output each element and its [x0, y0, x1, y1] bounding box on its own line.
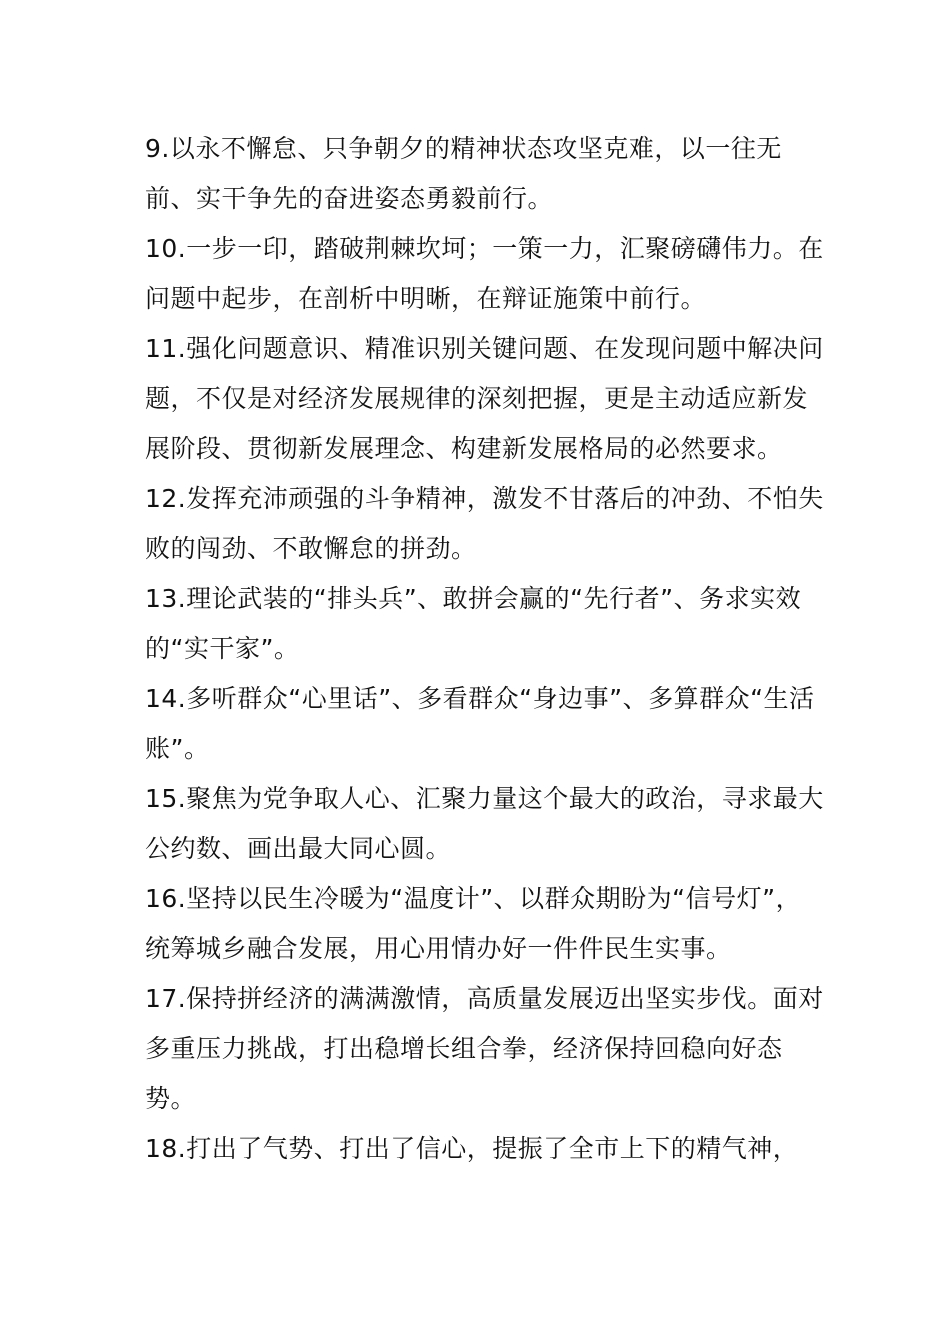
document-body: [145, 124, 825, 1174]
paragraph-12: 12.发挥充沛顽强的斗争精神，激发不甘落后的冲劲、不怕失败的闯劲、不敢懈怠的拼劲。: [145, 484, 824, 563]
paragraph-18: 18.打出了气势、打出了信心，提振了全市上下的精气神，: [145, 1134, 799, 1163]
paragraph-10: 10.一步一印，踏破荆棘坎坷；一策一力，汇聚磅礴伟力。在问题中起步，在剖析中明晰，在辩证施策中前行。: [145, 234, 824, 313]
paragraph-9: 9.以永不懈怠、只争朝夕的精神状态攻坚克难，以一往无前、实干争先的奋进姿态勇毅前行。: [145, 134, 782, 213]
paragraph-15: 15.聚焦为党争取人心、汇聚力量这个最大的政治，寻求最大公约数、画出最大同心圆。: [145, 784, 824, 863]
paragraph-17: 17.保持拼经济的满满激情，高质量发展迈出坚实步伐。面对多重压力挑战，打出稳增长组合拳，经济保持回稳向好态势。: [145, 984, 824, 1113]
paragraph-14: 14.多听群众“心里话”、多看群众“身边事”、多算群众“生活账”。: [145, 684, 815, 763]
paragraph-13: 13.理论武装的“排头兵”、敢拼会赢的“先行者”、务求实效的“实干家”。: [145, 584, 802, 663]
paragraph-11: 11.强化问题意识、精准识别关键问题、在发现问题中解决问题，不仅是对经济发展规律的深刻把握，更是主动适应新发展阶段、贯彻新发展理念、构建新发展格局的必然要求。: [145, 334, 824, 463]
paragraph-16: 16.坚持以民生冷暖为“温度计”、以群众期盼为“信号灯”，统筹城乡融合发展，用心用情办好一件件民生实事。: [145, 884, 802, 963]
